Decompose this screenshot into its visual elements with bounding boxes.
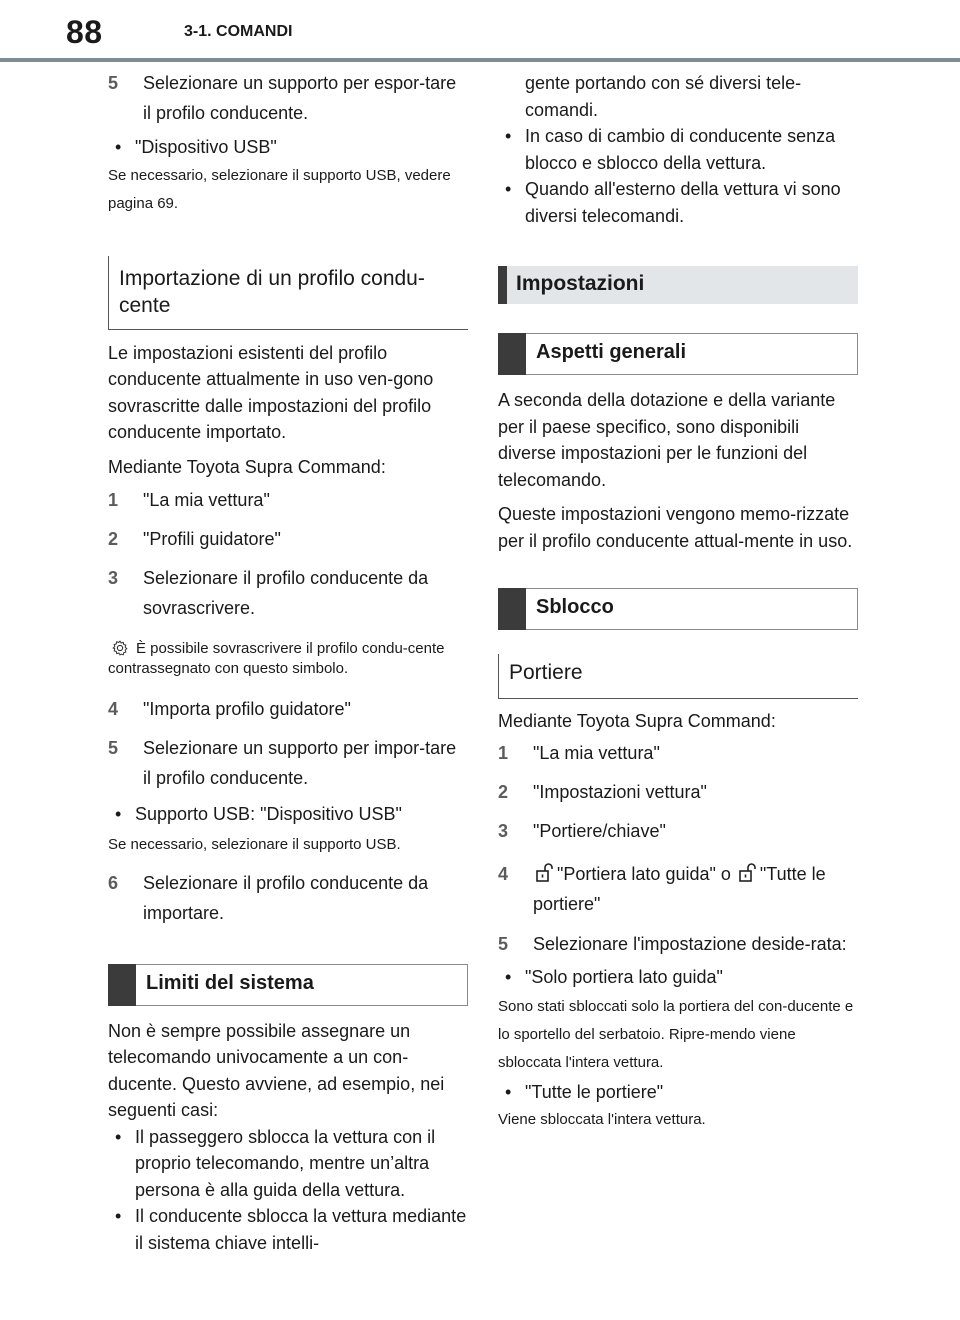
general-heading-text: Aspetti generali: [536, 341, 687, 363]
section-title: 3-1. COMANDI: [184, 23, 293, 40]
step-number: 6: [108, 872, 119, 893]
page-number: 88: [66, 14, 103, 50]
settings-heading-text: Impostazioni: [516, 272, 645, 295]
step-number: 5: [108, 738, 119, 758]
general-heading: [498, 333, 858, 375]
doors-heading: [498, 654, 858, 699]
step-item: [108, 563, 468, 623]
doors-heading-text: Portiere: [509, 661, 583, 684]
right-column: [498, 68, 858, 1134]
step-text: "La mia vettura": [533, 742, 660, 763]
step-item: [108, 733, 468, 793]
bullet-item: • Quando all'esterno della vettura vi sono diversi telecomandi.: [505, 179, 841, 226]
bullet-item: • Supporto USB: "Dispositivo USB": [115, 804, 402, 824]
bullet-text: "Tutte le portiere": [525, 1082, 664, 1102]
step-text: "Tutte le portiere": [533, 863, 826, 914]
step-number: 4: [498, 863, 509, 884]
bullet-text: Quando all'esterno della vettura vi sono diversi telecomandi.: [525, 179, 841, 226]
step-text: Selezionare l'impostazione deside-rata:: [533, 933, 847, 954]
bullet-item: • Il conducente sblocca la vettura mediante il sistema chiave intelli-: [115, 1206, 467, 1253]
bullet-item: • Il passeggero sblocca la vettura con il proprio telecomando, mentre un’altra persona è alla guida della vettura.: [115, 1126, 436, 1200]
import-paragraph: Le impostazioni esistenti del profilo conducente attualmente in uso ven-gono sovrascritte dalle impostazioni del profilo conducente importato.: [108, 342, 434, 442]
step-text: Selezionare il profilo conducente da sovrascrivere.: [143, 568, 429, 618]
bullet-text: Il passeggero sblocca la vettura con il proprio telecomando, mentre un’altra persona è alla guida della vettura.: [135, 1126, 436, 1200]
step-number: 1: [108, 490, 119, 510]
step-item: [498, 738, 858, 768]
step-item: [498, 777, 858, 807]
import-heading: [108, 256, 468, 330]
gear-note-text: È possibile sovrascrivere il profilo condu-cente contrassegnato con questo simbolo.: [108, 640, 445, 677]
bullet-item: • "Solo portiera lato guida": [505, 966, 723, 987]
step-text: Selezionare un supporto per espor-tare il profilo conducente.: [143, 73, 457, 123]
step-number: 3: [108, 568, 119, 588]
step-number: 1: [498, 742, 509, 763]
bullet-text: Supporto USB: "Dispositivo USB": [135, 804, 402, 824]
general-paragraph: Queste impostazioni vengono memo-rizzate per il profilo conducente attual-mente in uso.: [498, 504, 853, 551]
step-item: [108, 524, 468, 554]
bullet-text: In caso di cambio di conducente senza blocco e sblocco della vettura.: [525, 126, 836, 173]
bullet-item: • In caso di cambio di conducente senza blocco e sblocco della vettura.: [505, 126, 836, 173]
via-command-text: Mediante Toyota Supra Command:: [108, 456, 386, 477]
step-text: Selezionare il profilo conducente da importare.: [143, 872, 429, 923]
step-item: [108, 485, 468, 515]
step-text: "Profili guidatore": [143, 529, 281, 549]
import-heading-text: Importazione di un profilo condu-cente: [119, 266, 425, 317]
bullet-text: "Dispositivo USB": [135, 137, 277, 157]
bullet-item: • "Dispositivo USB": [115, 137, 277, 157]
bullet-item: • "Tutte le portiere": [505, 1082, 664, 1102]
bullet-text: "Solo portiera lato guida": [525, 966, 723, 987]
step-text: "Impostazioni vettura": [533, 781, 707, 802]
step-item: [108, 694, 468, 724]
limits-paragraph: Non è sempre possibile assegnare un telecomando univocamente a un con-ducente. Questo avviene, ad esempio, nei seguenti casi:: [108, 1020, 445, 1120]
via-command-text: Mediante Toyota Supra Command:: [498, 711, 776, 731]
step-text: "Importa profilo guidatore": [143, 699, 351, 719]
step-item: [498, 929, 858, 959]
step-item: [108, 68, 468, 128]
gear-icon: [112, 640, 128, 656]
header-divider: [0, 58, 960, 62]
step-text: "Portiere/chiave": [533, 820, 666, 841]
step-number: 2: [108, 529, 119, 549]
step-text: "Portiera lato guida" o: [557, 863, 731, 884]
unlock-heading: [498, 588, 858, 630]
note-text: Viene sbloccata l'intera vettura.: [498, 1110, 706, 1128]
limits-heading-text: Limiti del sistema: [146, 971, 314, 994]
step-number: 5: [498, 933, 509, 954]
step-item: [498, 859, 858, 919]
limits-heading: [108, 964, 468, 1006]
step-number: 3: [498, 820, 509, 841]
step-item: [108, 868, 468, 928]
unlock-icon: [536, 862, 554, 884]
step-text: Selezionare un supporto per impor-tare il profilo conducente.: [143, 738, 457, 788]
unlock-heading-text: Sblocco: [536, 596, 614, 618]
left-column: [108, 68, 468, 1256]
general-paragraph: A seconda della dotazione e della variante per il paese specifico, sono disponibili diverse impostazioni per le funzioni del telecomando.: [498, 390, 836, 490]
note-text: Sono stati sbloccati solo la portiera del con-ducente e lo sportello del serbatoio. Ripre-mendo viene sbloccata l'intera vettura.: [498, 998, 854, 1071]
settings-heading: [498, 266, 858, 304]
continued-text: gente portando con sé diversi tele-comandi.: [525, 73, 802, 120]
step-number: 4: [108, 699, 119, 719]
bullet-text: Il conducente sblocca la vettura mediante il sistema chiave intelli-: [135, 1206, 467, 1253]
step-number: 5: [108, 73, 119, 93]
step-number: 2: [498, 781, 509, 802]
note-text: Se necessario, selezionare il supporto USB, vedere pagina 69.: [108, 166, 451, 212]
unlock-icon: [739, 862, 757, 884]
step-text: "La mia vettura": [143, 490, 270, 510]
gear-note: [108, 639, 468, 679]
page-header: [0, 0, 960, 62]
note-text: Se necessario, selezionare il supporto USB.: [108, 835, 401, 853]
step-item: [498, 816, 858, 846]
